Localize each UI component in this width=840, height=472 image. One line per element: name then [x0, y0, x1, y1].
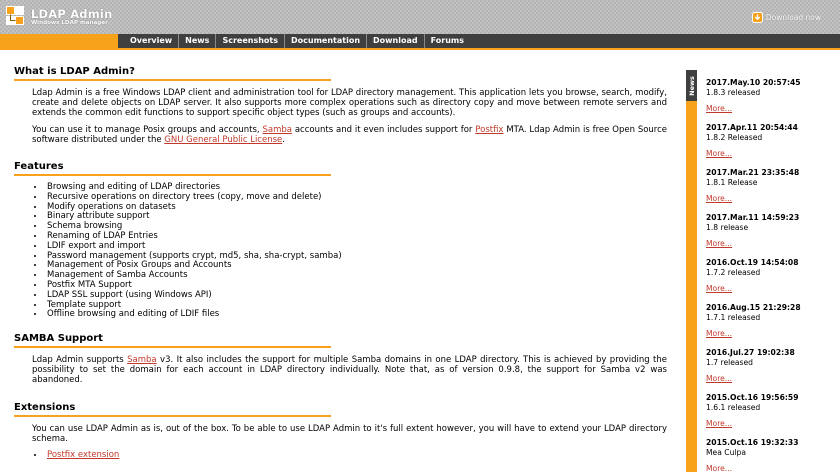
list-item: • Renaming of LDAP Entries [45, 232, 667, 242]
download-icon [752, 12, 763, 23]
samba-text-a: Ldap Admin supports [32, 355, 128, 366]
site-title[interactable]: LDAP Admin [31, 7, 113, 21]
list-item: • Offline browsing and editing of LDIF files [45, 310, 667, 320]
main-nav [118, 34, 840, 48]
news-item [706, 393, 836, 438]
news-item [706, 303, 836, 348]
news-tab [686, 70, 697, 101]
what-is-text-a: You can use it to manage Posix groups and accounts, [32, 125, 263, 135]
news-text: Mea Culpa [706, 447, 746, 457]
main-content [14, 66, 667, 472]
list-item: • Template support [45, 301, 667, 311]
news-item [706, 168, 836, 213]
news-date: 2016.Oct.19 14:54:08 [706, 258, 799, 267]
news-date: 2016.Aug.15 21:29:28 [706, 303, 801, 312]
download-now-label: Download now [765, 12, 821, 22]
news-more-link[interactable]: More... [706, 194, 733, 203]
news-item [706, 78, 836, 123]
news-text: 1.8 release [706, 222, 749, 232]
news-text: 1.7.1 released [706, 312, 761, 322]
extensions-paragraph: You can use LDAP Admin as is, out of the box. To be able to use LDAP Admin to it's full extent however, you will have to extend your LDAP directory schema. [32, 424, 667, 445]
news-date: 2017.Mar.21 23:35:48 [706, 168, 800, 177]
ldap-admin-logo-icon [6, 6, 24, 26]
what-is-text-d: . [282, 135, 285, 145]
news-text: 1.8.2 Released [706, 132, 763, 142]
nav-documentation[interactable]: Documentation [285, 34, 367, 48]
gpl-link[interactable]: GNU General Public License [164, 135, 283, 145]
news-more-link[interactable]: More... [706, 284, 733, 293]
nav-forums[interactable]: Forums [430, 36, 464, 45]
news-more-link[interactable]: More... [706, 149, 733, 158]
site-subtitle: Windows LDAP manager [31, 20, 108, 26]
news-more-link[interactable]: More... [706, 329, 733, 338]
news-more-link[interactable]: More... [706, 239, 733, 248]
samba-paragraph [32, 355, 667, 385]
news-text: 1.8.1 Release [706, 177, 758, 187]
nav-news[interactable]: News [179, 34, 216, 48]
news-date: 2017.Mar.11 14:59:23 [706, 213, 800, 222]
news-text: 1.8.3 released [706, 87, 761, 97]
nav-overview[interactable]: Overview [124, 34, 179, 48]
header-divider [0, 48, 840, 50]
download-now-link[interactable] [752, 11, 821, 23]
features-list [45, 183, 667, 320]
samba-text-b: v3. It also includes the support for multiple Samba domains in one LDAP directory. This is achieved by providing the possibility to set the domain for each account in LDAP directory individually. Note that, as of version 0.9.8, the support for Samba v2 was abandoned. [32, 355, 667, 386]
news-item [706, 348, 836, 393]
extensions-list [45, 451, 667, 461]
list-item: • Postfix MTA Support [45, 281, 667, 291]
list-item: • Management of Posix Groups and Accounts [45, 261, 667, 271]
list-item: • Password management (supports crypt, md5, sha, sha-crypt, samba) [45, 252, 667, 262]
samba-link-2[interactable]: Samba [127, 355, 157, 366]
samba-heading: SAMBA Support [14, 333, 331, 348]
what-is-text-b: accounts and it even includes support for [291, 125, 476, 135]
list-item: • LDAP SSL support (using Windows API) [45, 291, 667, 301]
news-item [706, 438, 836, 472]
samba-link[interactable]: Samba [262, 125, 292, 135]
what-is-paragraph: Ldap Admin is a free Windows LDAP client and administration tool for LDAP directory management. This application lets you browse, search, modify, create and delete objects on LDAP server. It also supports more complex operations such as directory copy and move between remote servers and extends the common edit functions to support specific object types (such as groups and accounts). [32, 88, 667, 118]
spacer [14, 152, 667, 161]
news-item [706, 213, 836, 258]
news-sidebar-bar [686, 70, 697, 472]
postfix-link[interactable]: Postfix [475, 125, 504, 135]
what-is-heading: What is LDAP Admin? [14, 66, 331, 81]
news-date: 2015.Oct.16 19:56:59 [706, 393, 799, 402]
nav-screenshots[interactable]: Screenshots [216, 34, 285, 48]
news-item [706, 258, 836, 303]
news-tab-label: News [687, 75, 696, 96]
what-is-paragraph-2 [32, 125, 667, 145]
features-heading: Features [14, 161, 331, 176]
news-more-link[interactable]: More... [706, 104, 733, 113]
news-item [706, 123, 836, 168]
list-item [45, 451, 667, 461]
news-list [706, 78, 836, 472]
list-item: • Schema browsing [45, 222, 667, 232]
news-date: 2016.Jul.27 19:02:38 [706, 348, 795, 357]
extensions-heading: Extensions [14, 402, 331, 417]
news-date: 2017.Apr.11 20:54:44 [706, 123, 798, 132]
news-more-link[interactable]: More... [706, 464, 733, 472]
news-date: 2015.Oct.16 19:32:33 [706, 438, 799, 447]
nav-accent-band [0, 34, 120, 48]
list-item: • Recursive operations on directory trees (copy, move and delete) [45, 193, 667, 203]
list-item: • Management of Samba Accounts [45, 271, 667, 281]
list-item: • Binary attribute support [45, 212, 667, 222]
list-item: • LDIF export and import [45, 242, 667, 252]
news-more-link[interactable]: More... [706, 419, 733, 428]
news-text: 1.6.1 released [706, 402, 761, 412]
news-text: 1.7 released [706, 357, 754, 367]
list-item: • Browsing and editing of LDAP directories [45, 183, 667, 193]
what-is-text-c: MTA. Ldap Admin is free Open Source software distributed under the [32, 125, 668, 145]
news-text: 1.7.2 released [706, 267, 761, 277]
postfix-extension-link[interactable]: Postfix extension [47, 450, 120, 461]
list-item: • Modify operations on datasets [45, 203, 667, 213]
news-more-link[interactable]: More... [706, 374, 733, 383]
spacer [14, 392, 667, 402]
nav-download[interactable]: Download [367, 34, 425, 48]
site-header [0, 0, 840, 34]
news-date: 2017.May.10 20:57:45 [706, 78, 801, 87]
